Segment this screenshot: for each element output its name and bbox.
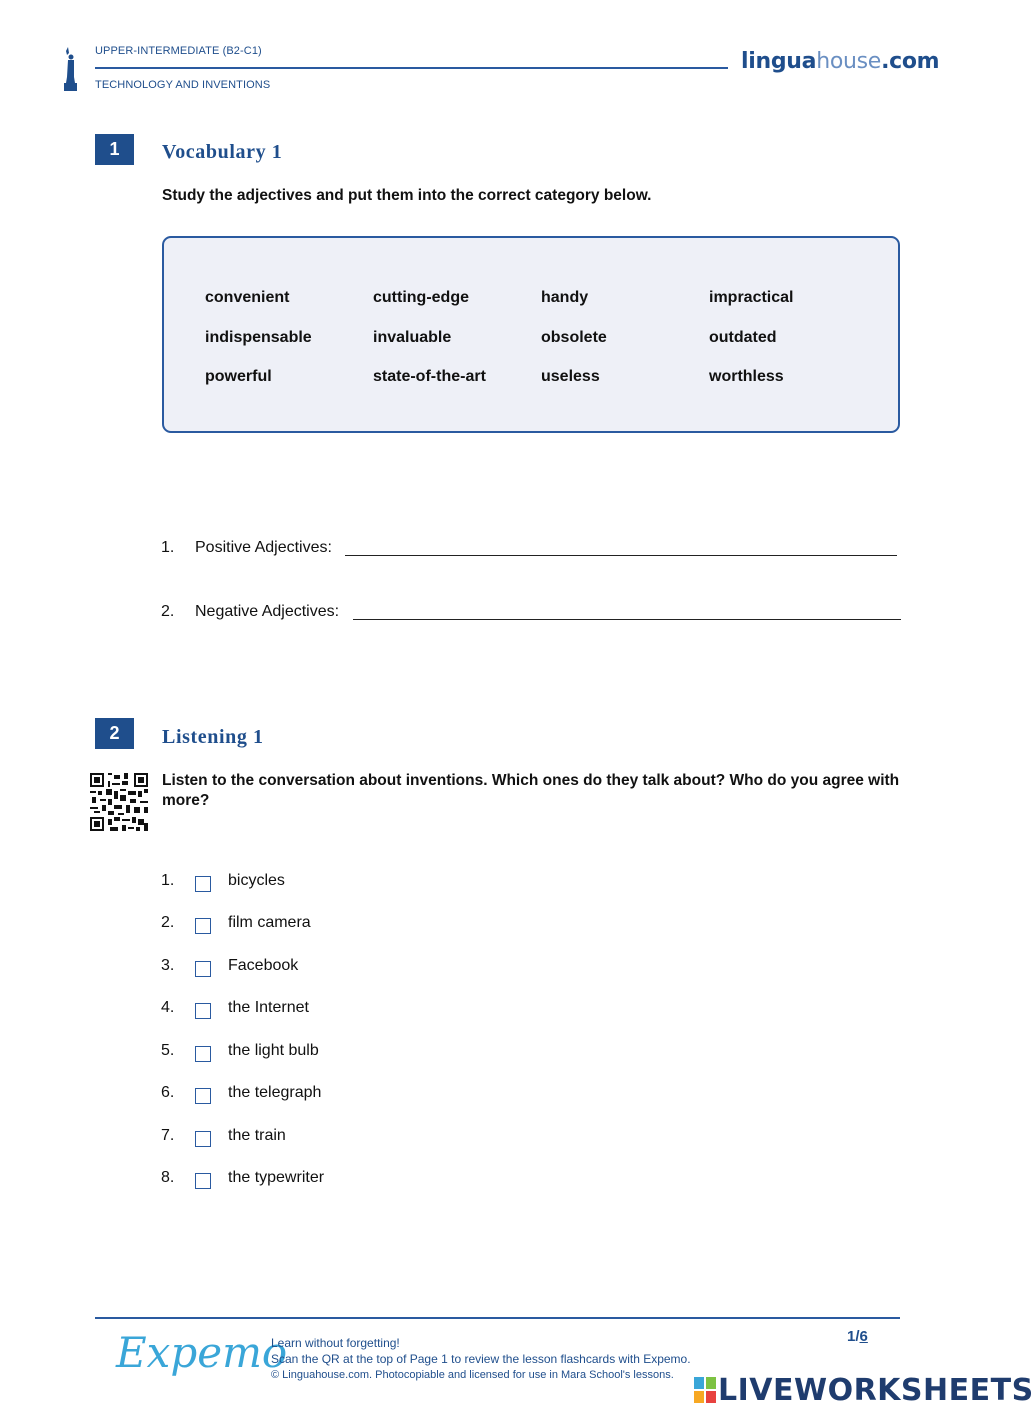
list-item-label: the train <box>228 1127 286 1144</box>
positive-adjectives-label: Positive Adjectives: <box>195 539 332 556</box>
positive-adjectives-answer-line[interactable] <box>345 555 897 556</box>
list-item-number: 1. <box>161 872 175 889</box>
negative-adjectives-label: Negative Adjectives: <box>195 603 340 620</box>
footer-copyright: © Linguahouse.com. Photocopiable and licensed for use in Mara School's lessons. <box>271 1369 674 1381</box>
list-item-number: 2. <box>161 914 175 931</box>
list-item-number: 7. <box>161 1127 175 1144</box>
word-item: state-of-the-art <box>373 368 486 385</box>
section-number-1: 1 <box>95 134 134 165</box>
list-item-number: 8. <box>161 1169 175 1186</box>
statue-of-liberty-icon <box>62 47 78 91</box>
word-item: worthless <box>709 368 784 385</box>
negative-adjectives-answer-line[interactable] <box>353 619 901 620</box>
footer-divider <box>95 1317 900 1319</box>
list-item-label: the light bulb <box>228 1042 319 1059</box>
word-box <box>162 236 900 433</box>
list-item-label: bicycles <box>228 872 285 889</box>
checkbox-the-typewriter[interactable] <box>195 1173 211 1189</box>
course-level: UPPER-INTERMEDIATE (B2-C1) <box>95 45 262 57</box>
list-item-number: 5. <box>161 1042 175 1059</box>
total-pages-link[interactable]: 6 <box>859 1328 868 1345</box>
answer-number: 1. <box>161 539 175 556</box>
word-item: cutting-edge <box>373 289 469 306</box>
answer-number: 2. <box>161 603 175 620</box>
footer-tagline: Learn without forgetting! <box>271 1336 400 1350</box>
listening-instruction: Listen to the conversation about inventions. Which ones do they talk about? Who do you agree with more? <box>162 772 900 809</box>
word-item: useless <box>541 368 600 385</box>
qr-code-icon[interactable] <box>90 773 148 831</box>
lesson-topic: TECHNOLOGY AND INVENTIONS <box>95 79 271 91</box>
linguahouse-logo[interactable]: linguahouse.com <box>741 49 940 74</box>
liveworksheets-watermark: LIVEWORKSHEETS <box>718 1373 1034 1408</box>
list-item-number: 6. <box>161 1084 175 1101</box>
list-item-number: 3. <box>161 957 175 974</box>
vocabulary-instruction: Study the adjectives and put them into the correct category below. <box>162 187 652 204</box>
list-item-label: the typewriter <box>228 1169 325 1186</box>
word-item: handy <box>541 289 589 306</box>
word-item: impractical <box>709 289 794 306</box>
expemo-logo[interactable]: Expemo <box>116 1328 288 1377</box>
word-item: invaluable <box>373 329 452 346</box>
checkbox-film-camera[interactable] <box>195 918 211 934</box>
checkbox-bicycles[interactable] <box>195 876 211 892</box>
list-item-label: Facebook <box>228 957 299 974</box>
word-item: outdated <box>709 329 777 346</box>
word-item: convenient <box>205 289 290 306</box>
word-item: obsolete <box>541 329 607 346</box>
section-title-vocabulary: Vocabulary 1 <box>162 141 283 163</box>
word-item: powerful <box>205 368 272 385</box>
liveworksheets-logo-icon <box>694 1377 716 1403</box>
checkbox-the-train[interactable] <box>195 1131 211 1147</box>
checkbox-the-internet[interactable] <box>195 1003 211 1019</box>
page-number: 1/6 <box>847 1328 868 1345</box>
footer-qr-note: Scan the QR at the top of Page 1 to review the lesson flashcards with Expemo. <box>271 1352 691 1366</box>
section-number-2: 2 <box>95 718 134 749</box>
word-item: indispensable <box>205 329 312 346</box>
header-divider <box>95 67 728 69</box>
list-item-number: 4. <box>161 999 175 1016</box>
checkbox-the-light-bulb[interactable] <box>195 1046 211 1062</box>
list-item-label: the Internet <box>228 999 309 1016</box>
checkbox-the-telegraph[interactable] <box>195 1088 211 1104</box>
checkbox-facebook[interactable] <box>195 961 211 977</box>
list-item-label: film camera <box>228 914 311 931</box>
list-item-label: the telegraph <box>228 1084 322 1101</box>
section-title-listening: Listening 1 <box>162 726 264 748</box>
